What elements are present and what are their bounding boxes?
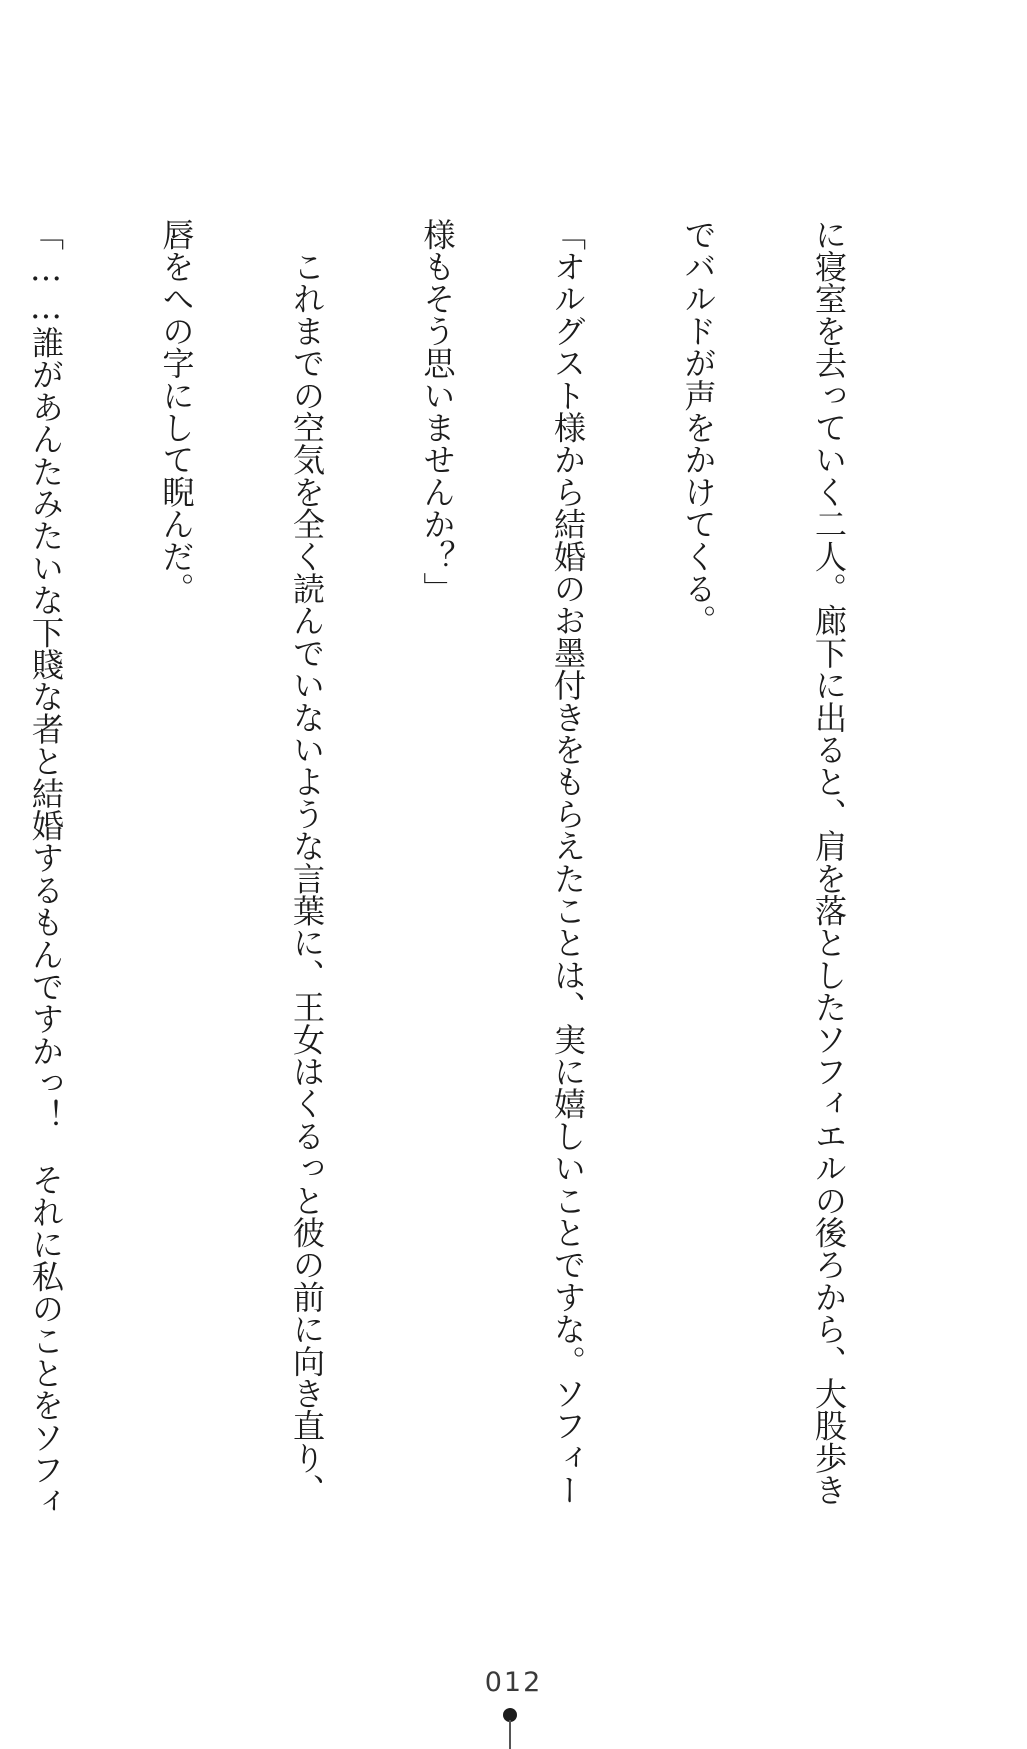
page-marker-stem <box>509 1720 511 1749</box>
text-line: に寝室を去っていく二人。廊下に出ると、肩を落としたソフィエルの後ろから、大股歩き <box>810 218 848 1506</box>
text-line: 「オルグスト様から結婚のお墨付きをもらえたことは、実に嬉しいことですな。ソフィー <box>549 218 587 1506</box>
text-line: 様もそう思いませんか？」 <box>418 218 457 605</box>
page-number: 012 <box>484 1667 543 1698</box>
body-text <box>0 218 937 1518</box>
text-line: でバルドが声をかけてくる。 <box>679 218 718 637</box>
text-line: 唇をへの字にして睨んだ。 <box>157 218 196 605</box>
text-line: これまでの空気を全く読んでいないような言葉に、王女はくるっと彼の前に向き直り、 <box>288 218 326 1506</box>
text-line: 「……誰があんたみたいな下賤な者と結婚するもんですかっ！ それに私のことをソフィ <box>27 218 65 1518</box>
